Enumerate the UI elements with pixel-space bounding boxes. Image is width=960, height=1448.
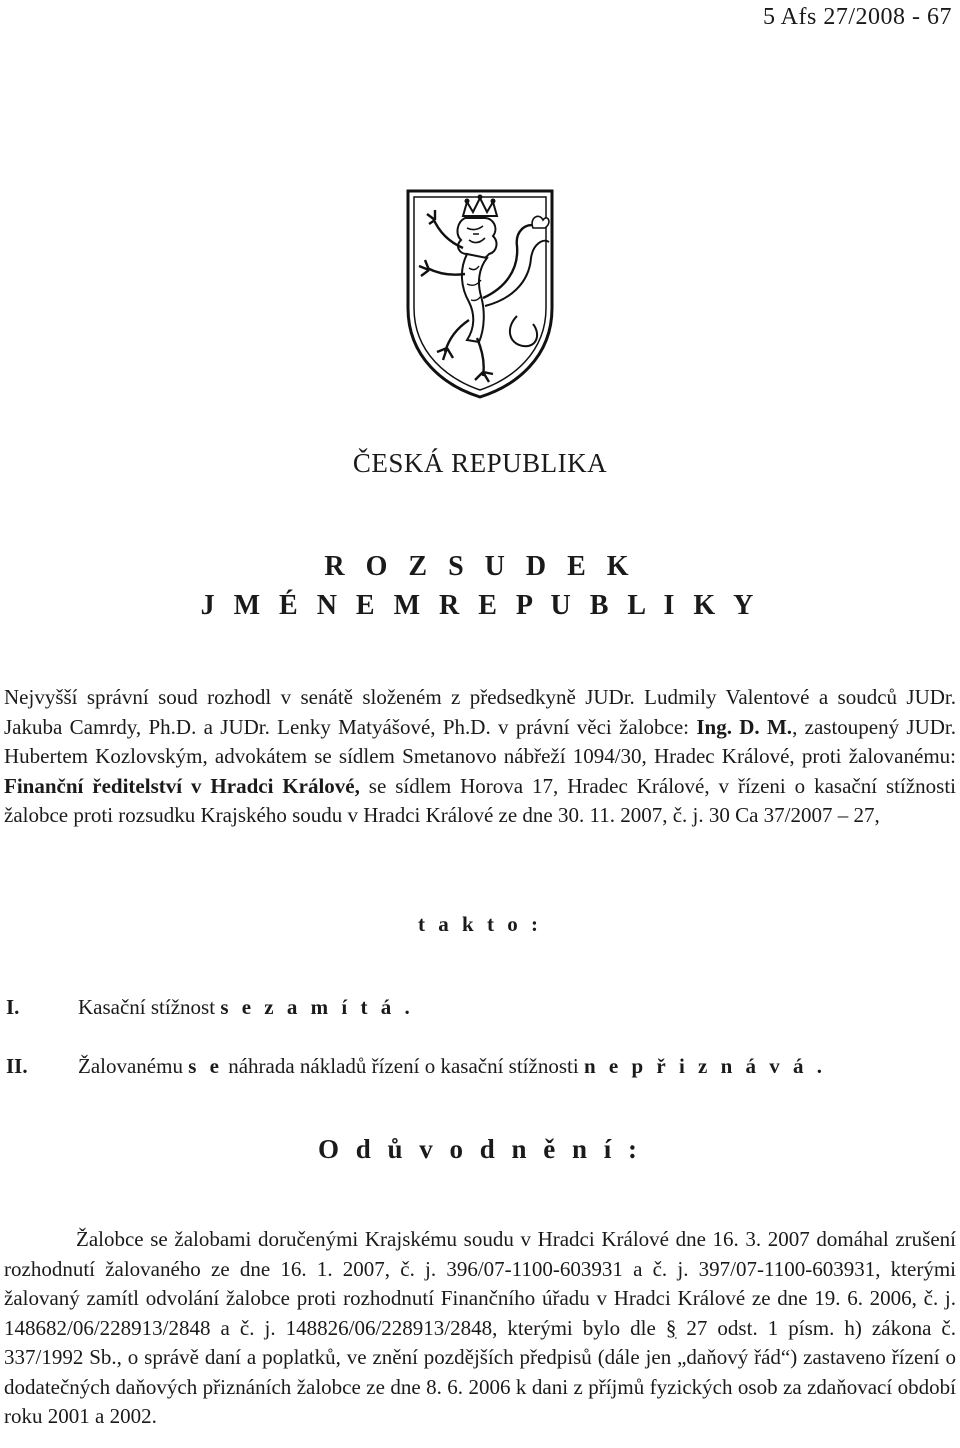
judgment-subtitle: J M É N E M R E P U B L I K Y	[200, 590, 760, 621]
judgment-title: R O Z S U D E K	[324, 551, 636, 582]
country-heading: ČESKÁ REPUBLIKA	[352, 448, 608, 478]
verdict-item-middle: náhrada nákladů řízení o kasační stížnosti	[222, 1054, 584, 1078]
verdict-item-1	[6, 995, 906, 1025]
verdict-item-emphasis: s e	[188, 1054, 223, 1078]
case-reference: 5 Afs 27/2008 - 67	[763, 4, 952, 30]
intro-text-3: se sídlem Horova 17, Hradec Králové, v řízeni o kasační stížnosti žalobce proti rozsudku Krajského soudu v Hradci Králové ze dne 30. 11. 2007, č. j. 30 Ca 37/2007 – 27,	[4, 773, 956, 827]
reasoning-paragraph	[4, 1225, 956, 1432]
intro-text-1: Nejvyšší správní soud rozhodl v senátě složeném z předsedkyně JUDr. Ludmily Valentové a soudců JUDr. Jakuba Camrdy, Ph.D. a JUDr. Lenky Matyášové, Ph.D. v právní věci žalobce:	[4, 685, 956, 739]
verdict-item-lead: Žalovanému	[78, 1054, 189, 1078]
intro-paragraph	[4, 683, 956, 831]
intro-text-2: , zastoupený JUDr. Hubertem Kozlovským, advokátem se sídlem Smetanovo nábřeží 1094/30, Hradec Králové, proti žalovanému:	[4, 714, 956, 768]
reasoning-text-2: 27 odst. 1 písm. h) zákona č. 337/1992 Sb., o správě daní a poplatků, ve znění pozdějších předpisů (dále jen „daňový řád“) zastaveno řízení o dodatečných daňových přiznáních žalobce ze dne 8. 6. 2006 k dani z příjmů fyzických osob za zdaňovací období roku 2001 a 2002.	[4, 1315, 957, 1428]
czech-lion-coat-of-arms-icon	[405, 188, 555, 400]
verdict-item-tail: n e p ř i z n á v á .	[583, 1054, 827, 1078]
reasoning-text-1: Žalobce se žalobami doručenými Krajskému soudu v Hradci Králové dne 16. 3. 2007 domáhal zrušení rozhodnutí žalovaného ze dne 16. 1. 2007, č. j. 396/07-1100-603931 a č. j. 397/07-1100-603931, kterými žalovaný zamítl odvolání žalobce proti rozhodnutí Finančního úřadu v Hradci Králové ze dne 19. 6. 2006, č. j. 148682/06/228913/2848 a č. j. 148826/06/228913/2848, kterými bylo dle	[4, 1227, 956, 1340]
verdict-item-2	[6, 1054, 906, 1084]
verdict-item-text	[78, 1054, 826, 1079]
verdict-item-number: II.	[6, 1054, 28, 1078]
verdict-heading: t a k t o :	[418, 912, 542, 936]
verdict-item-emphasis: s e z a m í t á .	[220, 995, 414, 1019]
verdict-item-lead: Kasační stížnost	[78, 995, 221, 1019]
defendant-name: Finanční ředitelství v Hradci Králové,	[4, 773, 360, 798]
section-sign: §	[665, 1315, 677, 1340]
reasoning-heading: O d ů v o d n ě n í :	[317, 1134, 643, 1164]
plaintiff-name: Ing. D. M.	[696, 714, 793, 739]
verdict-item-number: I.	[6, 995, 20, 1019]
verdict-item-text	[78, 995, 414, 1020]
